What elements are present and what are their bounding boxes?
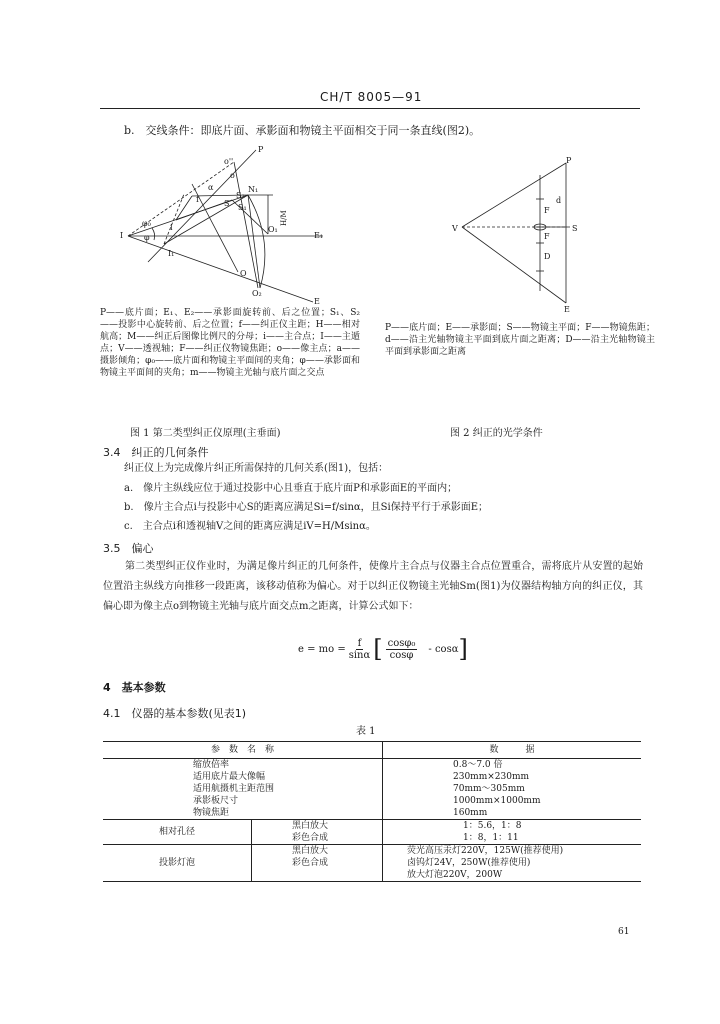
param-value: 1：5.6，1：8 bbox=[463, 821, 522, 831]
fig2-label-E: E bbox=[564, 305, 570, 314]
param-subname: 黑白放大 bbox=[252, 820, 383, 833]
fig2-label-F2: F bbox=[544, 232, 550, 241]
section-3-4-item-b: b. 像片主合点i与投影中心S的距离应满足Si=f/sinα，且Si保持平行于承影面E； bbox=[124, 502, 488, 513]
fig1-label-HM: H/M bbox=[280, 210, 288, 226]
table-row bbox=[103, 845, 641, 858]
param-name: 适用底片最大像幅 bbox=[103, 771, 383, 783]
parameters-table bbox=[103, 741, 641, 882]
fig2-label-d: d bbox=[556, 196, 562, 205]
fig1-label-P: P bbox=[258, 145, 264, 154]
fig1-line-i-box bbox=[176, 196, 192, 220]
fig1-label-E1: E₁ bbox=[314, 231, 324, 240]
param-value: 0.8～7.0 倍 bbox=[453, 760, 503, 770]
figure-2-legend: P——底片面；E——承影面；S——物镜主平面；F——物镜焦距；d——沿主光轴物镜主平面到底片面之距离；D——沿主光轴物镜主平面到承影面之距离 bbox=[385, 323, 655, 357]
table-row bbox=[103, 807, 641, 820]
fig1-label-i: i bbox=[170, 223, 173, 232]
fig2-label-D: D bbox=[544, 252, 551, 261]
formula-lhs: e = mo = bbox=[298, 643, 346, 655]
table-row bbox=[103, 771, 641, 783]
fig1-label-S2: S₂ bbox=[236, 191, 245, 200]
section-3-4-item-a: a. 像片主纵线应位于通过投影中心且垂直于底片面P和承影面E的平面内； bbox=[124, 483, 458, 494]
section-3-5-paragraph: 第二类型纠正仪作业时，为满足像片纠正的几何条件，使像片主合点与仪器主合点位置重合，需将底片从安置的起始位置沿主纵线方向推移一段距离，该移动值称为偏心。对于以纠正仪物镜主光轴Sm(图1)为仪器结构轴方向的纠正仪，其偏心即为像主点o到物镜主光轴与底片面交点m之距离，计算公式如下： bbox=[103, 561, 643, 612]
formula-fraction-1 bbox=[349, 638, 371, 661]
fig1-label-phi: φ bbox=[144, 233, 150, 242]
section-3-5-heading: 3.5 偏心 bbox=[103, 542, 154, 555]
table-row bbox=[103, 795, 641, 807]
param-value: 160mm bbox=[453, 808, 488, 818]
fig1-label-f: f bbox=[196, 195, 199, 204]
fig1-label-alpha: α bbox=[208, 183, 214, 192]
param-value: 卤钨灯24V，250W(推荐使用) bbox=[407, 858, 531, 868]
fig1-arc bbox=[248, 195, 265, 288]
param-subname bbox=[252, 869, 383, 882]
formula-tail: - cosα bbox=[428, 643, 459, 655]
col-header-param: 参 数 名 称 bbox=[103, 742, 383, 759]
fig1-line-N1-O2 bbox=[248, 195, 260, 288]
fig1-label-E: E bbox=[314, 297, 320, 306]
fig1-line-I-E bbox=[128, 236, 313, 302]
param-name: 物镜焦距 bbox=[103, 807, 383, 820]
param-name-lamp: 投影灯泡 bbox=[103, 845, 252, 882]
standard-code-header: CH/T 8005—91 bbox=[320, 90, 423, 104]
param-value: 荧光高压汞灯220V，125W(推荐使用) bbox=[407, 846, 564, 856]
fig1-label-I: I bbox=[120, 231, 124, 240]
param-value: 1：8，1：11 bbox=[463, 833, 519, 843]
fig1-label-S1: S₁ bbox=[238, 203, 247, 212]
fig2-line-V-E bbox=[462, 227, 566, 303]
fig1-label-phi0: φ₀ bbox=[142, 219, 151, 228]
col-header-value: 数 据 bbox=[489, 745, 535, 755]
fig2-label-S: S bbox=[572, 224, 578, 233]
section-3-4-heading: 3.4 纠正的几何条件 bbox=[103, 446, 209, 459]
header-rule bbox=[100, 108, 640, 109]
fig1-phi-arc bbox=[152, 228, 155, 240]
param-name: 适用航摄机主距范围 bbox=[103, 783, 383, 795]
param-value: 230mm×230mm bbox=[453, 772, 530, 782]
fig1-label-O2: O₂ bbox=[252, 289, 262, 298]
fig2-line-V-P bbox=[462, 163, 566, 227]
section-4-heading: 4 基本参数 bbox=[103, 681, 166, 694]
param-value: 70mm～305mm bbox=[453, 784, 525, 794]
section-4-1-heading: 4.1 仪器的基本参数(见表1) bbox=[103, 707, 247, 720]
figure-1-diagram bbox=[108, 140, 358, 310]
fig1-label-I1: I₁ bbox=[168, 249, 175, 258]
param-name: 缩放倍率 bbox=[103, 759, 383, 772]
formula-den-1: sinα bbox=[348, 649, 371, 661]
figure-2-diagram bbox=[448, 155, 618, 315]
figure-1-title: 图 1 第二类型纠正仪原理(主垂面) bbox=[130, 428, 281, 439]
table-header-row bbox=[103, 742, 641, 759]
param-subname: 彩色合成 bbox=[252, 857, 383, 869]
formula-num-2: cosφ₀ bbox=[387, 637, 416, 649]
param-value: 1000mm×1000mm bbox=[453, 796, 541, 806]
intersection-condition-text: b. 交线条件：即底片面、承影面和物镜主平面相交于同一条直线(图2)。 bbox=[124, 124, 481, 137]
formula-fraction-2 bbox=[386, 638, 418, 661]
table-row bbox=[103, 783, 641, 795]
section-3-4-intro: 纠正仪上为完成像片纠正所需保持的几何关系(图1)，包括： bbox=[124, 463, 389, 474]
fig1-dashed-1 bbox=[164, 194, 184, 244]
section-3-4-item-c: c. 主合点i和透视轴V之间的距离应满足iV=H/Msinα。 bbox=[124, 521, 376, 532]
param-subname: 彩色合成 bbox=[252, 832, 383, 845]
table-row bbox=[103, 759, 641, 772]
fig1-label-S: S bbox=[224, 199, 230, 208]
fig2-label-P: P bbox=[566, 156, 572, 165]
param-name-aperture: 相对孔径 bbox=[103, 820, 252, 845]
formula-left-bracket: [ bbox=[373, 635, 383, 663]
page-number: 61 bbox=[618, 927, 630, 937]
eccentricity-formula bbox=[298, 632, 468, 666]
table-row bbox=[103, 820, 641, 833]
figure-2-title: 图 2 纠正的光学条件 bbox=[450, 428, 543, 439]
table-1-title: 表 1 bbox=[356, 726, 376, 737]
fig1-label-O: O bbox=[240, 269, 247, 278]
param-name: 承影板尺寸 bbox=[103, 795, 383, 807]
param-value: 放大灯泡220V，200W bbox=[407, 870, 503, 880]
formula-num-1: f bbox=[357, 637, 362, 649]
fig1-label-o: o bbox=[230, 171, 235, 180]
fig1-label-O1: O₁ bbox=[268, 225, 278, 234]
fig1-label-N1: N₁ bbox=[248, 185, 259, 194]
formula-den-2: cosφ bbox=[389, 649, 414, 661]
param-subname: 黑白放大 bbox=[252, 845, 383, 858]
fig1-label-o0: o'' bbox=[224, 157, 234, 166]
figure-1-legend: P——底片面；E₁、E₂——承影面旋转前、后之位置；S₁、S₂——投影中心旋转前、后之位置；f——纠正仪主距；H——相对航高；M——纠正后图像比例尺的分母；i——主合点；I——主遁点；V——透视轴；F——纠正仪物镜焦距；o——像主点；a——摄影倾角；φ₀——底片面和物镜主平面间的夹角；φ——承影面和物镜主平面间的夹角；m——物镜主光轴与底片面之交点 bbox=[100, 308, 360, 378]
fig2-label-V: V bbox=[452, 224, 458, 233]
formula-right-bracket: ] bbox=[458, 635, 468, 663]
fig2-label-F1: F bbox=[544, 206, 550, 215]
